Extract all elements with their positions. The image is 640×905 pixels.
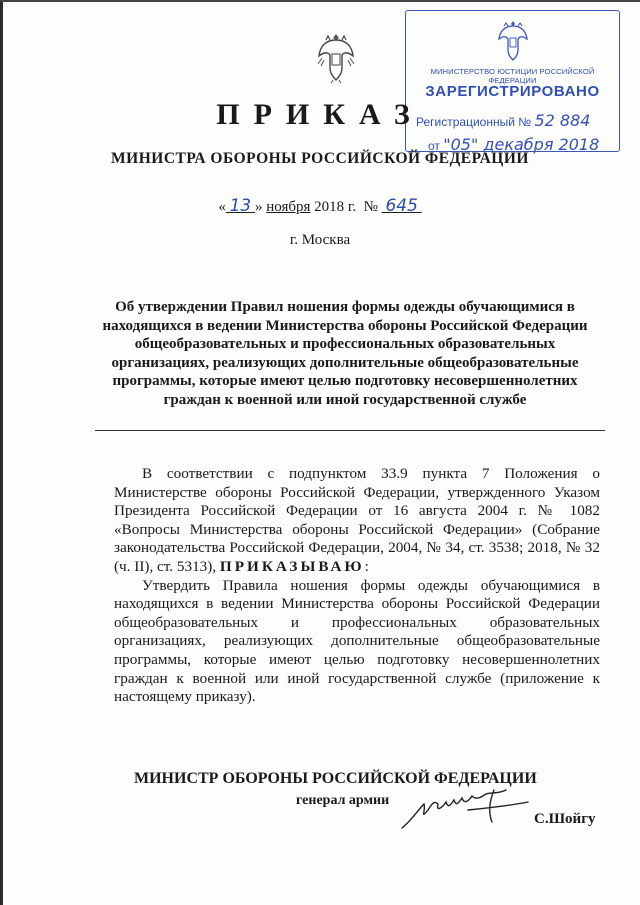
- order-body: [114, 465, 600, 707]
- signatory-name: С.Шойгу: [534, 811, 596, 827]
- coat-of-arms-icon: [316, 28, 356, 84]
- body-paragraph-2: Утвердить Правила ношения формы одежды обучающимися в находящихся в ведении Министерства обороны Российской Федерации общеобразовательных и профессиональных образовательных организациях, реализующих дополнительные общеобразовательные программы, которые имеют целью подготовку несовершеннолетних граждан к военной или иной государственной службе (приложение к настоящему приказу).: [114, 576, 600, 706]
- heading-divider: [95, 430, 605, 431]
- date-day: 13: [229, 196, 252, 216]
- order-number-field: [382, 196, 422, 216]
- order-number-label: №: [363, 199, 378, 215]
- date-open-quote: «: [218, 199, 226, 215]
- document-city: г. Москва: [289, 232, 351, 248]
- scan-edge-top: [0, 0, 640, 2]
- date-year: 2018 г.: [314, 199, 357, 215]
- scan-edge-left: [0, 0, 3, 905]
- signatory-rank: генерал армии: [296, 793, 390, 808]
- document-subtitle: МИНИСТРА ОБОРОНЫ РОССИЙСКОЙ ФЕДЕРАЦИИ: [111, 150, 529, 167]
- stamp-reg-label: Регистрационный №: [416, 115, 532, 129]
- stamp-date: "05" декабря 2018: [443, 135, 600, 154]
- stamp-ministry-label: МИНИСТЕРСТВО ЮСТИЦИИ РОССИЙСКОЙ ФЕДЕРАЦИИ: [430, 67, 595, 85]
- date-month: ноября: [266, 199, 311, 215]
- order-keyword: ПРИКАЗЫВАЮ: [219, 557, 365, 575]
- order-date-line: [0, 196, 640, 216]
- stamp-registered-label: ЗАРЕГИСТРИРОВАНО: [425, 83, 600, 100]
- body-paragraph-1: [114, 465, 600, 577]
- date-close-quote: »: [254, 199, 263, 215]
- stamp-reg-number: 52 884: [534, 111, 591, 130]
- order-heading: Об утверждении Правил ношения формы одежды обучающимися в находящихся в ведении Министерства обороны Российской Федерации общеобразовательных и профессиональных образовательных организациях, реализующих дополнительные общеобразовательные программы, которые имеют целью подготовку несовершеннолетних граждан к военной или иной государственной службе: [102, 299, 588, 408]
- document-title: ПРИКАЗ: [216, 98, 424, 131]
- handwritten-signature: [398, 780, 538, 840]
- stamp-date-prefix: от: [428, 139, 440, 153]
- order-keyword-colon: :: [364, 557, 369, 575]
- order-number: 645: [385, 196, 418, 216]
- stamp-coat-of-arms-icon: [496, 17, 530, 63]
- signatory-position: МИНИСТР ОБОРОНЫ РОССИЙСКОЙ ФЕДЕРАЦИИ: [134, 770, 537, 787]
- date-day-field: [226, 196, 255, 216]
- paragraph-1-text: В соответствии с подпунктом 33.9 пункта 7 Положения о Министерстве обороны Российской Федерации, утвержденного Указом Президента Российской Федерации от 16 августа 2004 г. № 1082 «Вопросы Министерства обороны Российской Федерации» (Собрание законодательства Российской Федерации, 2004, № 34, ст. 3538; 2018, № 32 (ч. II), ст. 5313),: [114, 465, 600, 575]
